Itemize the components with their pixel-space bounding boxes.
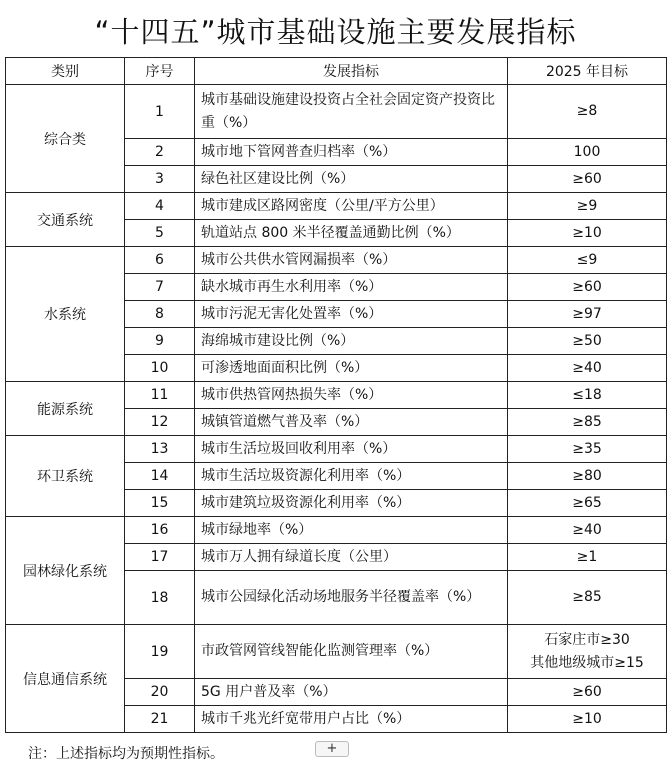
seq-cell: 4 [125, 193, 195, 220]
table-row [6, 382, 667, 409]
category-cell: 园林绿化系统 [6, 517, 125, 625]
target-cell: ≥50 [508, 328, 667, 355]
category-cell: 能源系统 [6, 382, 125, 436]
indicator-cell: 城市建筑垃圾资源化利用率（%） [195, 490, 508, 517]
category-cell: 环卫系统 [6, 436, 125, 517]
indicator-cell: 城市基础设施建设投资占全社会固定资产投资比重（%） [195, 85, 508, 139]
indicator-cell: 城市污泥无害化处置率（%） [195, 301, 508, 328]
seq-cell: 6 [125, 247, 195, 274]
indicator-cell: 城市生活垃圾资源化利用率（%） [195, 463, 508, 490]
target-cell: ≥97 [508, 301, 667, 328]
seq-cell: 2 [125, 139, 195, 166]
indicator-cell: 城市万人拥有绿道长度（公里） [195, 544, 508, 571]
target-cell: ≥80 [508, 463, 667, 490]
footnote: 注：上述指标均为预期性指标。 [28, 746, 224, 762]
table-row [6, 193, 667, 220]
seq-cell: 8 [125, 301, 195, 328]
seq-cell: 3 [125, 166, 195, 193]
target-cell: 石家庄市≥30 其他地级城市≥15 [508, 625, 667, 679]
indicator-cell: 城市公园绿化活动场地服务半径覆盖率（%） [195, 571, 508, 625]
seq-cell: 18 [125, 571, 195, 625]
page-title: “十四五”城市基础设施主要发展指标 [94, 15, 577, 49]
target-cell: ≥60 [508, 274, 667, 301]
target-cell: ≥1 [508, 544, 667, 571]
header-seq: 序号 [125, 58, 195, 85]
indicator-cell: 可渗透地面面积比例（%） [195, 355, 508, 382]
seq-cell: 21 [125, 706, 195, 733]
table-row [6, 85, 667, 139]
seq-cell: 13 [125, 436, 195, 463]
category-cell: 信息通信系统 [6, 625, 125, 733]
table-row [6, 436, 667, 463]
seq-cell: 14 [125, 463, 195, 490]
target-cell: ≥85 [508, 571, 667, 625]
target-cell: ≤18 [508, 382, 667, 409]
indicator-cell: 市政管网管线智能化监测管理率（%） [195, 625, 508, 679]
target-cell: ≥8 [508, 85, 667, 139]
seq-cell: 12 [125, 409, 195, 436]
target-cell: ≥65 [508, 490, 667, 517]
seq-cell: 15 [125, 490, 195, 517]
target-cell: ≥40 [508, 355, 667, 382]
seq-cell: 11 [125, 382, 195, 409]
indicator-table [5, 57, 667, 733]
seq-cell: 7 [125, 274, 195, 301]
target-cell: ≥40 [508, 517, 667, 544]
target-cell: ≥35 [508, 436, 667, 463]
category-cell: 交通系统 [6, 193, 125, 247]
seq-cell: 17 [125, 544, 195, 571]
indicator-cell: 绿色社区建设比例（%） [195, 166, 508, 193]
indicator-cell: 城市绿地率（%） [195, 517, 508, 544]
target-cell: ≥60 [508, 679, 667, 706]
indicator-cell: 5G 用户普及率（%） [195, 679, 508, 706]
target-cell: ≥10 [508, 706, 667, 733]
indicator-cell: 城镇管道燃气普及率（%） [195, 409, 508, 436]
seq-cell: 9 [125, 328, 195, 355]
seq-cell: 10 [125, 355, 195, 382]
target-cell: ≥85 [508, 409, 667, 436]
header-indicator: 发展指标 [195, 58, 508, 85]
seq-cell: 19 [125, 625, 195, 679]
target-cell: ≥10 [508, 220, 667, 247]
indicator-cell: 城市建成区路网密度（公里/平方公里） [195, 193, 508, 220]
indicator-cell: 城市生活垃圾回收利用率（%） [195, 436, 508, 463]
seq-cell: 5 [125, 220, 195, 247]
indicator-cell: 城市公共供水管网漏损率（%） [195, 247, 508, 274]
indicator-cell: 海绵城市建设比例（%） [195, 328, 508, 355]
indicator-cell: 城市地下管网普查归档率（%） [195, 139, 508, 166]
target-cell: ≥9 [508, 193, 667, 220]
indicator-cell: 缺水城市再生水利用率（%） [195, 274, 508, 301]
header-category: 类别 [6, 58, 125, 85]
seq-cell: 20 [125, 679, 195, 706]
add-row-button[interactable]: + [315, 741, 349, 757]
table-row [6, 625, 667, 679]
indicator-cell: 城市千兆光纤宽带用户占比（%） [195, 706, 508, 733]
indicator-cell: 轨道站点 800 米半径覆盖通勤比例（%） [195, 220, 508, 247]
target-cell: ≥60 [508, 166, 667, 193]
seq-cell: 16 [125, 517, 195, 544]
seq-cell: 1 [125, 85, 195, 139]
target-cell: ≤9 [508, 247, 667, 274]
category-cell: 水系统 [6, 247, 125, 382]
header-target: 2025 年目标 [508, 58, 667, 85]
indicator-cell: 城市供热管网热损失率（%） [195, 382, 508, 409]
table-row [6, 517, 667, 544]
category-cell: 综合类 [6, 85, 125, 193]
target-cell: 100 [508, 139, 667, 166]
table-row [6, 247, 667, 274]
header-row [6, 58, 667, 85]
